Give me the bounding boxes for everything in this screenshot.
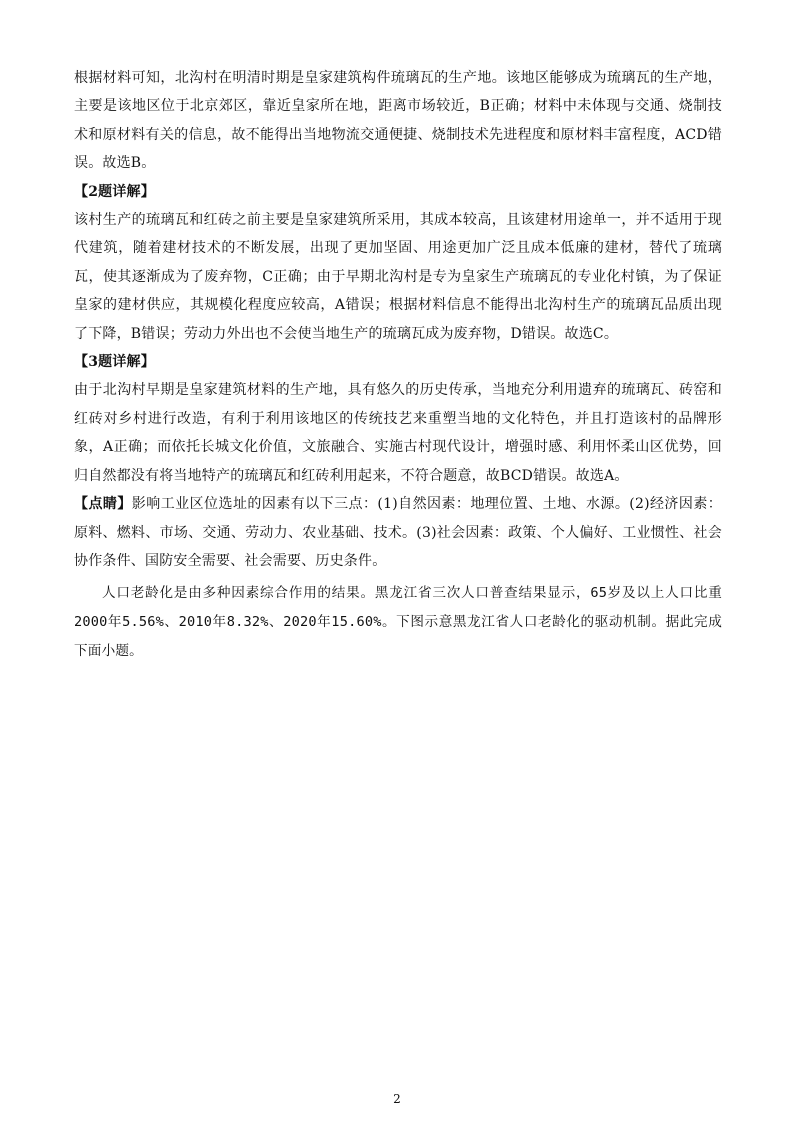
q3-explanation: 由于北沟村早期是皇家建筑材料的生产地，具有悠久的历史传承，当地充分利用遗弃的琉璃瓦、砖窑和红砖对乡村进行改造，有利于利用该地区的传统技艺来重塑当地的文化特色，并且打造该村的品牌形象，A正确；而依托长城文化价值，文旅融合、实施古村现代设计，增强时感、利用怀柔山区优势，回归自然都没有将当地特产的琉璃瓦和红砖利用起来，不符合题意，故BCD错误。故选A。: [74, 382, 722, 484]
q2-heading: 【2题详解】: [74, 183, 155, 200]
page-number: 2: [393, 1092, 401, 1106]
q3-heading: 【3题详解】: [74, 354, 155, 371]
tip-paragraph: [74, 490, 722, 575]
next-question-intro: 人口老龄化是由多种因素综合作用的结果。黑龙江省三次人口普查结果显示，65岁及以上人口比重2000年5.56%、2010年8.32%、2020年15.60%。下图示意黑龙江省人口老龄化的驱动机制。据此完成下面小题。: [74, 585, 722, 660]
q2-explanation: 该村生产的琉璃瓦和红砖之前主要是皇家建筑所采用，其成本较高，且该建材用途单一，并不适用于现代建筑，随着建材技术的不断发展，出现了更加坚固、用途更加广泛且成本低廉的建材，替代了琉璃瓦，使其逐渐成为了废弃物，C正确；由于早期北沟村是专为皇家生产琉璃瓦的专业化村镇，为了保证皇家的建材供应，其规模化程度应较高，A错误；根据材料信息不能得出北沟村生产的琉璃瓦品质出现了下降，B错误；劳动力外出也不会使当地生产的琉璃瓦成为废弃物，D错误。故选C。: [74, 212, 722, 342]
document-body: [74, 64, 722, 666]
tip-label: 【点睛】: [74, 496, 132, 513]
tip-text: 影响工业区位选址的因素有以下三点：(1)自然因素：地理位置、土地、水源。(2)经济因素：原料、燃料、市场、交通、劳动力、农业基础、技术。(3)社会因素：政策、个人偏好、工业惯性、社会协作条件、国防安全需要、社会需要、历史条件。: [74, 496, 722, 569]
q1-explanation: 根据材料可知，北沟村在明清时期是皇家建筑构件琉璃瓦的生产地。该地区能够成为琉璃瓦的生产地，主要是该地区位于北京郊区，靠近皇家所在地，距离市场较近，B正确；材料中未体现与交通、烧制技术和原材料有关的信息，故不能得出当地物流交通便捷、烧制技术先进程度和原材料丰富程度，ACD错误。故选B。: [74, 70, 722, 172]
